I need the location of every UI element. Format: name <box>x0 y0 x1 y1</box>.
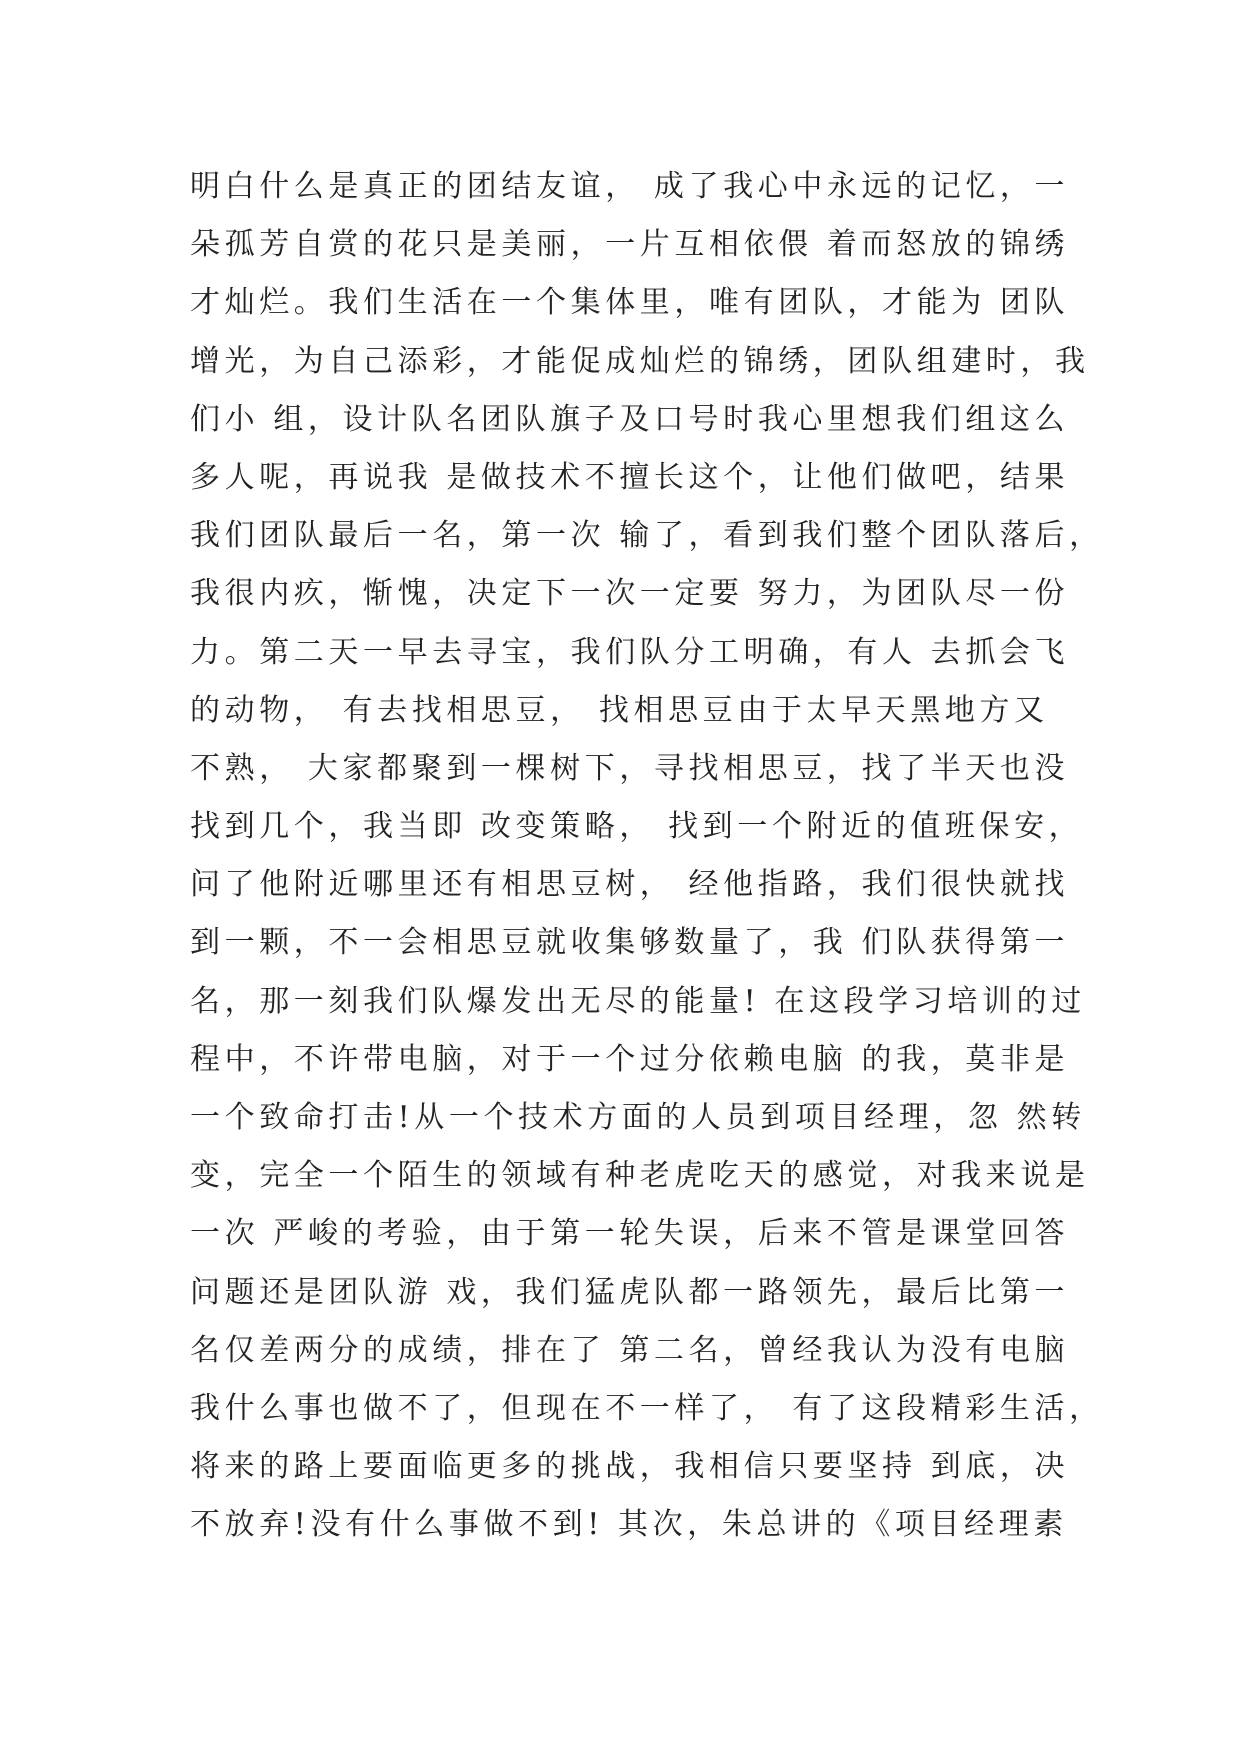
text-line: 一次 严峻的考验，由于第一轮失误，后来不管是课堂回答 <box>190 1216 1070 1252</box>
text-line: 程中，不许带电脑，对于一个过分依赖电脑 的我，莫非是 <box>190 1041 1070 1077</box>
text-line: 我什么事也做不了，但现在不一样了， 有了这段精彩生活， <box>190 1390 1104 1426</box>
text-line: 找到几个，我当即 改变策略， 找到一个附近的值班保安， <box>190 809 1084 845</box>
text-line: 不放弃!没有什么事做不到! 其次，朱总讲的《项目经理素 <box>190 1507 1068 1543</box>
text-line: 不熟， 大家都聚到一棵树下，寻找相思豆，找了半天也没 <box>190 750 1070 786</box>
text-line: 力。第二天一早去寻宝，我们队分工明确，有人 去抓会飞 <box>190 634 1070 670</box>
text-line: 朵孤芳自赏的花只是美丽，一片互相依偎 着而怒放的锦绣 <box>190 227 1070 263</box>
text-line: 到一颗，不一会相思豆就收集够数量了，我 们队获得第一 <box>190 925 1070 961</box>
text-line: 增光，为自己添彩，才能促成灿烂的锦绣，团队组建时，我 <box>190 343 1090 379</box>
text-line: 明白什么是真正的团结友谊， 成了我心中永远的记忆，一 <box>190 169 1070 204</box>
text-line: 将来的路上要面临更多的挑战，我相信只要坚持 到底，决 <box>190 1449 1070 1485</box>
text-line: 一个致命打击!从一个技术方面的人员到项目经理，忽 然转 <box>190 1100 1086 1135</box>
text-line: 我们团队最后一名，第一次 输了，看到我们整个团队落后， <box>190 518 1104 554</box>
body-text <box>190 158 1104 1555</box>
text-line: 名仅差两分的成绩，排在了 第二名，曾经我认为没有电脑 <box>190 1332 1070 1368</box>
text-line: 我很内疚，惭愧，决定下一次一定要 努力，为团队尽一份 <box>190 576 1070 612</box>
text-line: 变，完全一个陌生的领域有种老虎吃天的感觉，对我来说是 <box>190 1158 1090 1194</box>
text-line: 多人呢，再说我 是做技术不擅长这个，让他们做吧，结果 <box>190 459 1070 495</box>
text-line: 问题还是团队游 戏，我们猛虎队都一路领先，最后比第一 <box>190 1274 1070 1310</box>
text-line: 的动物， 有去找相思豆， 找相思豆由于太早天黑地方又 <box>190 692 1049 728</box>
text-line: 们小 组，设计队名团队旗子及口号时我心里想我们组这么 <box>190 401 1070 437</box>
text-line: 名，那一刻我们队爆发出无尽的能量! 在这段学习培训的过 <box>190 983 1086 1019</box>
text-line: 才灿烂。我们生活在一个集体里，唯有团队，才能为 团队 <box>190 285 1070 321</box>
text-line: 问了他附近哪里还有相思豆树， 经他指路，我们很快就找 <box>190 867 1070 903</box>
